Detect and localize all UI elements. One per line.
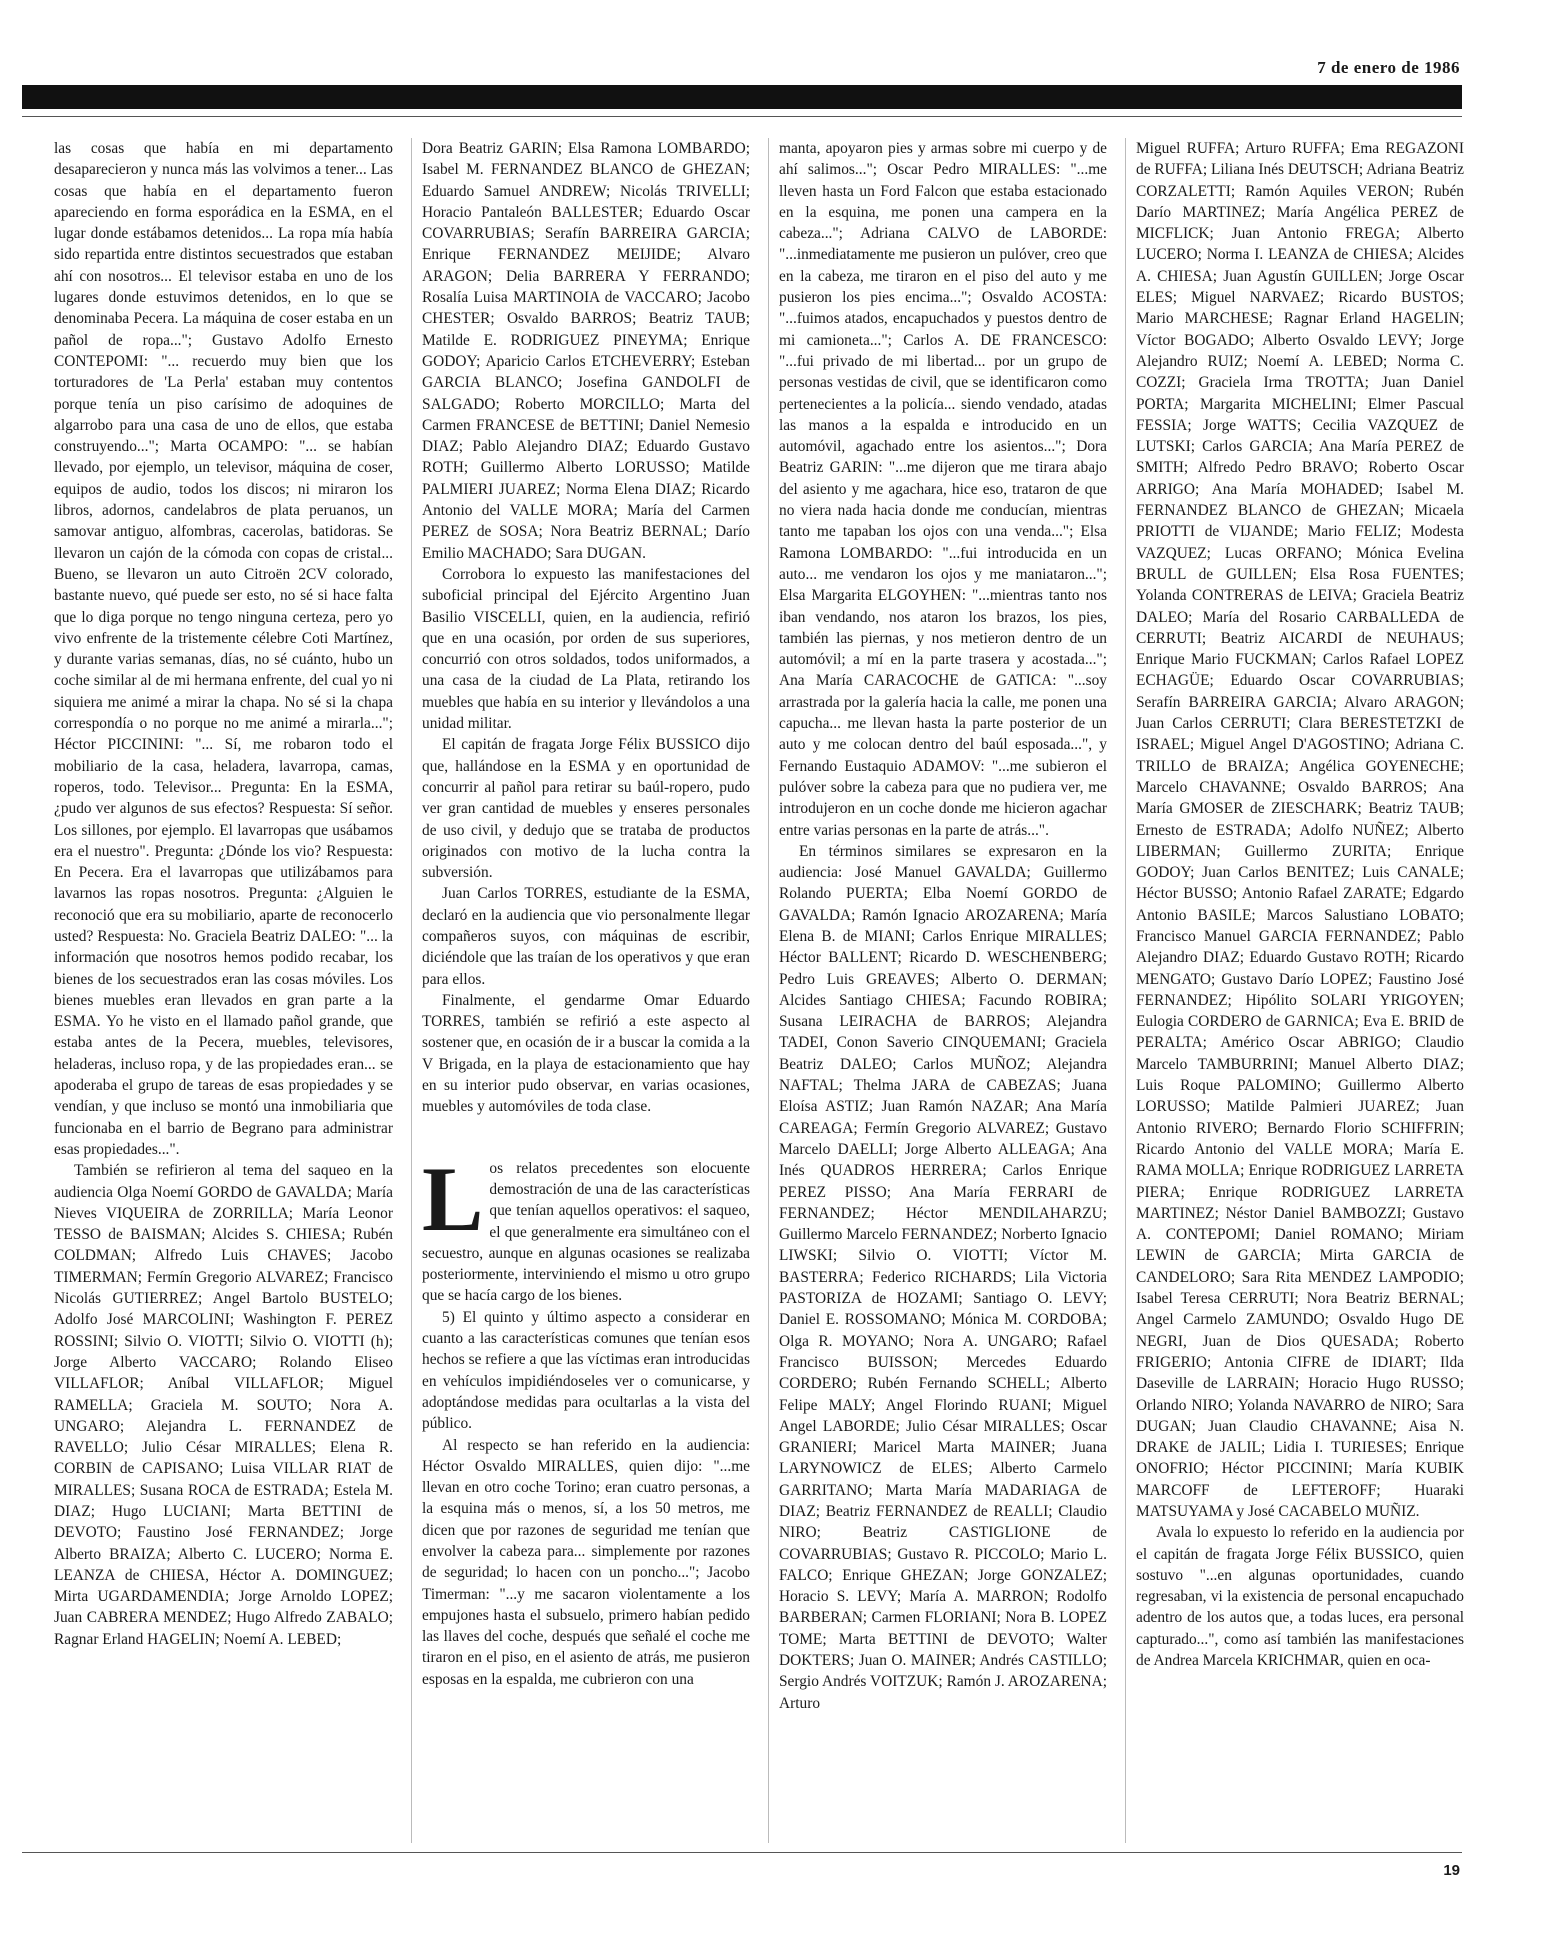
paragraph: Dora Beatriz GARIN; Elsa Ramona LOMBARDO; Isabel M. FERNANDEZ BLANCO de GHEZAN; Eduardo Samuel ANDREW; Nicolás TRIVELLI; Horacio Pantaleón BALLESTER; Eduardo Oscar COVARRUBIAS; Serafín BARREIRA GARCIA; Enrique FERNANDEZ MEIJIDE; Alvaro ARAGON; Delia BARRERA Y FERRANDO; Rosalía Luisa MARTINOIA de VACCARO; Jacobo CHESTER; Osvaldo BARROS; Beatriz TAUB; Matilde E. RODRIGUEZ PINEYMA; Enrique GODOY; Aparicio Carlos ETCHEVERRY; Esteban GARCIA BLANCO; Josefina GANDOLFI de SALGADO; Roberto MORCILLO; Marta del Carmen FRANCESE de BETTINI; Daniel Nemesio DIAZ; Pablo Alejandro DIAZ; Eduardo Gustavo ROTH; Guillermo Alberto LORUSSO; Matilde PALMIERI JUAREZ; Norma Elena DIAZ; Ricardo Antonio del VALLE MORA; María del Carmen PEREZ de SOSA; Nora Beatriz BERNAL; Darío Emilio MACHADO; Sara DUGAN.	[422, 140, 750, 562]
column-2	[411, 138, 750, 1843]
header-rule	[22, 116, 1462, 117]
paragraph: Corrobora lo expuesto las manifestaciones del suboficial principal del Ejército Argentino Juan Basilio VISCELLI, quien, en la audiencia, refirió que en una ocasión, por orden de sus superiores, concurrió con otros soldados, todos uniformados, a una casa de la ciudad de La Plata, retirando los muebles que había en su interior y llevándolos a una unidad militar.	[422, 565, 750, 733]
column-1	[54, 138, 393, 1843]
page-date: 7 de enero de 1986	[1317, 58, 1460, 77]
paragraph: Miguel RUFFA; Arturo RUFFA; Ema REGAZONI de RUFFA; Liliana Inés DEUTSCH; Adriana Beatriz CORZALETTI; Ramón Aquiles VERON; Rubén Darío MARTINEZ; María Angélica PEREZ de MICFLICK; Juan Antonio FREGA; Alberto LUCERO; Norma I. LEANZA de CHIESA; Alcides A. CHIESA; Juan Agustín GUILLEN; Jorge Oscar ELES; Miguel NARVAEZ; Ricardo BUSTOS; Mario MARCHESE; Ragnar Erland HAGELIN; Víctor BOGADO; Alberto Osvaldo LEVY; Jorge Alejandro RUIZ; Noemí A. LEBED; Norma C. COZZI; Graciela Irma TROTTA; Juan Daniel PORTA; Margarita MICHELINI; Elmer Pascual FESSIA; Jorge WATTS; Cecilia VAZQUEZ de LUTSKI; Carlos GARCIA; Ana María PEREZ de SMITH; Alfredo Pedro BRAVO; Roberto Oscar ARRIGO; Ana María MOHADED; Isabel M. FERNANDEZ BLANCO de GHEZAN; Micaela PRIOTTI de VIJANDE; Mario FELIZ; Modesta VAZQUEZ; Lucas ORFANO; Mónica Evelina BRULL de GUILLEN; Elsa Rosa FUENTES; Yolanda CONTRERAS de LEIVA; Graciela Beatriz DALEO; María del Rosario CARBALLEDA de CERRUTI; Beatriz AICARDI de NEUHAUS; Enrique Mario FUCKMAN; Carlos Rafael LOPEZ ECHAGÜE; Eduardo Oscar COVARRUBIAS; Serafín BARREIRA GARCIA; Alvaro ARAGON; Juan Carlos CERRUTI; Clara BERESTETZKI de ISRAEL; Miguel Angel D'AGOSTINO; Adriana C. TRILLO de BRAIZA; Angélica GOYENECHE; Marcelo CHAVANNE; Osvaldo BARROS; Ana María GMOSER de ZIESCHARK; Beatriz TAUB; Ernesto de ESTRADA; Adolfo NUÑEZ; Alberto LIBERMAN; Guillermo ZURITA; Enrique GODOY; Juan Carlos BENITEZ; Luis CANALE; Héctor BUSSO; Antonio Rafael ZARATE; Edgardo Antonio BASILE; Marcos Salustiano LOBATO; Francisco Manuel GARCIA FERNANDEZ; Pablo Alejandro DIAZ; Eduardo Gustavo ROTH; Ricardo MENGATO; Gustavo Darío LOPEZ; Faustino José FERNANDEZ; Hipólito SOLARI YRIGOYEN; Eulogia CORDERO de GARNICA; Eva E. BRID de PERALTA; Américo Oscar ABRIGO; Claudio Marcelo TAMBURRINI; Manuel Alberto DIAZ; Luis Roque PALOMINO; Guillermo Alberto LORUSSO; Matilde Palmieri JUAREZ; Juan Antonio RIVERO; Bernardo Florio SCHIFFRIN; Ricardo Antonio del VALLE MORA; María E. RAMA MOLLA; Enrique RODRIGUEZ LARRETA PIERA; Enrique RODRIGUEZ LARRETA MARTINEZ; Néstor Daniel BAMBOZZI; Gustavo A. CONTEPOMI; Daniel ROMANO; Miriam LEWIN de GARCIA; Mirta GARCIA de CANDELORO; Sara Rita MENDEZ LAMPODIO; Isabel Teresa CERRUTI; Nora Beatriz BERNAL; Angel Carmelo ZAMUNDO; Osvaldo Hugo DE NEGRI, Juan de Dios QUESADA; Roberto FRIGERIO; Antonia CIFRE de IDIART; Ilda Daseville de LARRAIN; Horacio Hugo RUSSO; Orlando NIRO; Yolanda NAVARRO de NIRO; Sara DUGAN; Juan Claudio CHAVANNE; Aisa N. DRAKE de JALIL; Lidia I. TURIESES; Enrique ONOFRIO; Héctor PICCININI; María KUBIK MARCOFF de LEFTEROFF; Huaraki MATSUYAMA y José CACABELO MUÑIZ.	[1136, 140, 1464, 1520]
paragraph: Al respecto se han referido en la audiencia: Héctor Osvaldo MIRALLES, quien dijo: "...me llevan en otro coche Torino; eran cuatro personas, a la esquina más o menos, sí, a los 50 metros, me dicen que por razones de seguridad me tenían que envolver la cabeza para... simplemente por razones de seguridad; lo hacen con un poncho..."; Jacobo Timerman: "...y me sacaron violentamente a los empujones hasta el subsuelo, primero habían pedido las llaves del coche, después que señalé el coche me tiraron en el piso, en el asiento de atrás, me pusieron esposas en la espalda, me cubrieron con una	[422, 1436, 750, 1688]
column-3	[768, 138, 1107, 1843]
column-4	[1125, 138, 1464, 1843]
paragraph: En términos similares se expresaron en la audiencia: José Manuel GAVALDA; Guillermo Rolando PUERTA; Elba Noemí GORDO de GAVALDA; Ramón Ignacio AROZARENA; María Elena B. de MIANI; Carlos Enrique MIRALLES; Héctor BALLENT; Ricardo D. WESCHENBERG; Pedro Luis GREAVES; Alberto O. DERMAN; Alcides Santiago CHIESA; Facundo ROBIRA; Susana LEIRACHA de BARROS; Alejandra TADEI, Conon Saverio CINQUEMANI; Graciela Beatriz DALEO; Carlos MUÑOZ; Alejandra NAFTAL; Thelma JARA de CABEZAS; Juana Eloísa ASTIZ; Juan Ramón NAZAR; Ana María CAREAGA; Fermín Gregorio ALVAREZ; Gustavo Marcelo DAELLI; Jorge Alberto ALLEAGA; Ana Inés QUADROS HERRERA; Carlos Enrique PEREZ PISSO; Ana María FERRARI de FERNANDEZ; Héctor MENDILAHARZU; Guillermo Marcelo FERNANDEZ; Norberto Ignacio LIWSKI; Silvio O. VIOTTI; Víctor M. BASTERRA; Federico RICHARDS; Lila Victoria PASTORIZA de HOZAMI; Santiago O. LEVY; Daniel E. ROSSOMANO; Mónica M. CORDOBA; Olga R. MOYANO; Nora A. UNGARO; Rafael Francisco BUISSON; Mercedes Eduardo CORDERO; Rubén Fernando SCHELL; Alberto Felipe MALY; Angel Florindo RUANI; Miguel Angel LABORDE; Julio César MIRALLES; Oscar GRANIERI; Maricel Marta MAINER; Juana LARYNOWICZ de ELES; Alberto Carmelo GARRITANO; Marta María MADARIAGA de DIAZ; Beatriz FERNANDEZ de REALLI; Claudio NIRO; Beatriz CASTIGLIONE de COVARRUBIAS; Gustavo R. PICCOLO; Mario L. FALCO; Enrique GHEZAN; Jorge GONZALEZ; Horacio S. LEVY; María A. MARRON; Rodolfo BARBERAN; Carmen FLORIANI; Nora B. LOPEZ TOME; Marta BETTINI de DEVOTO; Walter DOKTERS; Juan O. MAINER; Andrés CASTILLO; Sergio Andrés VOITZUK; Ramón J. AROZARENA; Arturo	[779, 842, 1107, 1712]
paragraph: Avala lo expuesto lo referido en la audiencia por el capitán de fragata Jorge Félix BUSSICO, quien sostuvo "...en algunas oportunidades, cuando regresaban, vi la existencia de personal encapuchado adentro de los autos que, a todas luces, era personal capturado...", como así también las manifestaciones de Andrea Marcela KRICHMAR, quien en oca-	[1136, 1524, 1464, 1670]
paragraph: También se refirieron al tema del saqueo en la audiencia Olga Noemí GORDO de GAVALDA; María Nieves VIQUEIRA de ZORRILLA; María Leonor TESSO de BAISMAN; Alcides S. CHIESA; Rubén COLDMAN; Alfredo Luis CHAVES; Jacobo TIMERMAN; Fermín Gregorio ALVAREZ; Francisco Nicolás GUTIERREZ; Angel Bartolo BUSTELO; Adolfo José MARCOLINI; Washington F. PEREZ ROSSINI; Silvio O. VIOTTI; Silvio O. VIOTTI (h); Jorge Alberto VACCARO; Rolando Eliseo VILLAFLOR; Aníbal VILLAFLOR; Miguel RAMELLA; Graciela M. SOUTO; Nora A. UNGARO; Alejandra L. FERNANDEZ de RAVELLO; Julio César MIRALLES; Elena R. CORBIN de CAPISANO; Luisa VILLAR RIAT de MIRALLES; Susana ROCA de ESTRADA; Estela M. DIAZ; Hugo LUCIANI; Marta BETTINI de DEVOTO; Faustino José FERNANDEZ; Jorge Alberto BRAIZA; Alberto C. LUCERO; Norma E. LEANZA de CHIESA, Héctor A. DOMINGUEZ; Mirta UGARDAMENDIA; Jorge Arnoldo LOPEZ; Juan CABRERA MENDEZ; Hugo Alfredo ZABALO; Ragnar Erland HAGELIN; Noemí A. LEBED;	[54, 1162, 393, 1648]
header-band	[22, 85, 1462, 109]
paragraph: Juan Carlos TORRES, estudiante de la ESMA, declaró en la audiencia que vio personalmente llegar compañeros suyos, con máquinas de escribir, diciéndole que las traían de los operativos y que eran para ellos.	[422, 885, 750, 988]
article-body	[54, 138, 1464, 1843]
page-number: 19	[1443, 1862, 1460, 1879]
paragraph: las cosas que había en mi departamento desaparecieron y nunca más las volvimos a tener... Las cosas que había en el departamento fueron apareciendo en forma esporádica en la ESMA, en el lugar donde estábamos detenidos... La ropa mía había sido repartida entre distintos secuestrados que estaban ahí con nosotros... El televisor estaba en uno de los lugares donde estuvimos detenidos, en lo que se denominaba Pecera. La máquina de coser estaba en un pañol de ropa..."; Gustavo Adolfo Ernesto CONTEPOMI: "... recuerdo muy bien que los torturadores de 'La Perla' estaban muy contentos porque tenía un piso carísimo de adoquines de algarrobo para una casa de uno de ellos, que estaba construyendo..."; Marta OCAMPO: "... se habían llevado, por ejemplo, un televisor, máquina de coser, equipos de audio, todos los discos; ni miraron los libros, adornos, candelabros de plata peruanos, un samovar antiguo, alfombras, cacerolas, batidoras. Se llevaron un cajón de la cómoda con copas de cristal... Bueno, se llevaron un auto Citroën 2CV colorado, bastante nuevo, qué puede ser esto, no sé si hace falta que lo diga porque no tengo ninguna certeza, pero yo vivo enfrente de la tristemente célebre Coti Martínez, y durante varias semanas, días, no sé cuánto, hubo un coche similar al de mi hermana enfrente, del cual yo ni siquiera me animé a mirar la chapa. No sé si la chapa correspondía o no porque no me animé a mirarla..."; Héctor PICCININI: "... Sí, me robaron todo el mobiliario de la casa, heladera, lavarropa, camas, roperos, todo. Televisor... Pregunta: En la ESMA, ¿pudo ver algunos de sus efectos? Respuesta: Sí señor. Los sillones, por ejemplo. El lavarropas que usábamos era el nuestro". Pregunta: ¿Dónde los vio? Respuesta: En Pecera. Era el lavarropas que utilizábamos para lavarnos las ropas nosotros. Pregunta: ¿Alguien le reconoció que era su mobiliario, aparte de reconocerlo usted? Respuesta: No. Graciela Beatriz DALEO: "... la información que nosotros hemos podido recabar, los bienes de los secuestrados eran las cosas móviles. Los bienes muebles eran llevados en gran parte a la ESMA. Yo he visto en el llamado pañol grande, que estaba antes de la Pecera, muebles, televisores, heladeras, incluso ropa, y de las propiedades eran... se apoderaba el grupo de tareas de esas propiedades y se vendían, y que incluso se montó una inmobiliaria que funcionaba en el barrio de Begrano para administrar esas propiedades...".	[54, 140, 393, 1158]
dropcap-letter: L	[422, 1147, 484, 1250]
dropcap-paragraph	[422, 1147, 750, 1307]
paragraph: manta, apoyaron pies y armas sobre mi cuerpo y de ahí salimos..."; Oscar Pedro MIRALLES: "...me lleven hasta un Ford Falcon que estaba estacionado en la esquina, me ponen una campera en la cabeza..."; Adriana CALVO de LABORDE: "...inmediatamente me pusieron un pulóver, creo que en la cabeza, me tiraron en el piso del auto y me pusieron los pies encima..."; Osvaldo ACOSTA: "...fuimos atados, encapuchados y puestos dentro de mi camioneta..."; Carlos A. DE FRANCESCO: "...fui privado de mi libertad... por un grupo de personas vestidas de civil, que se identificaron como pertenecientes a la policía... siendo vendado, atadas las manos a la espalda e introducido en un automóvil, agachado entre los asientos..."; Dora Beatriz GARIN: "...me dijeron que me tirara abajo del asiento y me agachara, hice eso, trataron de que no viera nada hacia donde me conducían, mientras tanto me tapaban los ojos con una venda..."; Elsa Ramona LOMBARDO: "...fui introducida en un auto... me vendaron los ojos y me maniataron..."; Elsa Margarita ELGOYHEN: "...mientras tanto nos iban vendando, nos ataron los brazos, los pies, también las piernas, y nos metieron dentro de un automóvil; a mí en la parte trasera y acostada..."; Ana María CARACOCHE de GATICA: "...soy arrastrada por la galería hacia la calle, me ponen una capucha... me llevan hasta la parte posterior de un auto y me colocan dentro del baúl esposada...", y Fernando Eustaquio ADAMOV: "...me subieron el pulóver sobre la cabeza para que no pudiera ver, me introdujeron en un coche donde me hicieron agachar entre varias personas en la parte de atrás...".	[779, 140, 1107, 839]
dropcap-text: os relatos precedentes son elocuente demostración de una de las características que tenían aquellos operativos: el saqueo, el que generalmente era simultáneo con el secuestro, aunque en algunas ocasiones se realizaba posteriormente, interviniendo el mismo u otro grupo que se hacía cargo de los bienes.	[422, 1159, 750, 1305]
paragraph: Finalmente, el gendarme Omar Eduardo TORRES, también se refirió a este aspecto al sostener que, en ocasión de ir a buscar la comida a la V Brigada, en la playa de estacionamiento que hay en su interior pudo observar, en varias ocasiones, muebles y automóviles de toda clase.	[422, 991, 750, 1116]
paragraph: El capitán de fragata Jorge Félix BUSSICO dijo que, hallándose en la ESMA y en oportunidad de concurrir al pañol para retirar su baúl-ropero, pudo ver gran cantidad de muebles y enseres personales de uso civil, y dedujo que se trataba de productos originados con motivo de la lucha contra la subversión.	[422, 736, 750, 882]
footer-rule	[22, 1852, 1462, 1853]
paragraph: 5) El quinto y último aspecto a considerar en cuanto a las características comunes que tenían esos hechos se refiere a que las víctimas eran introducidas en vehículos impidiéndoseles ver o comunicarse, y adoptándose medidas para ocultarlas a la vista del público.	[422, 1308, 750, 1433]
